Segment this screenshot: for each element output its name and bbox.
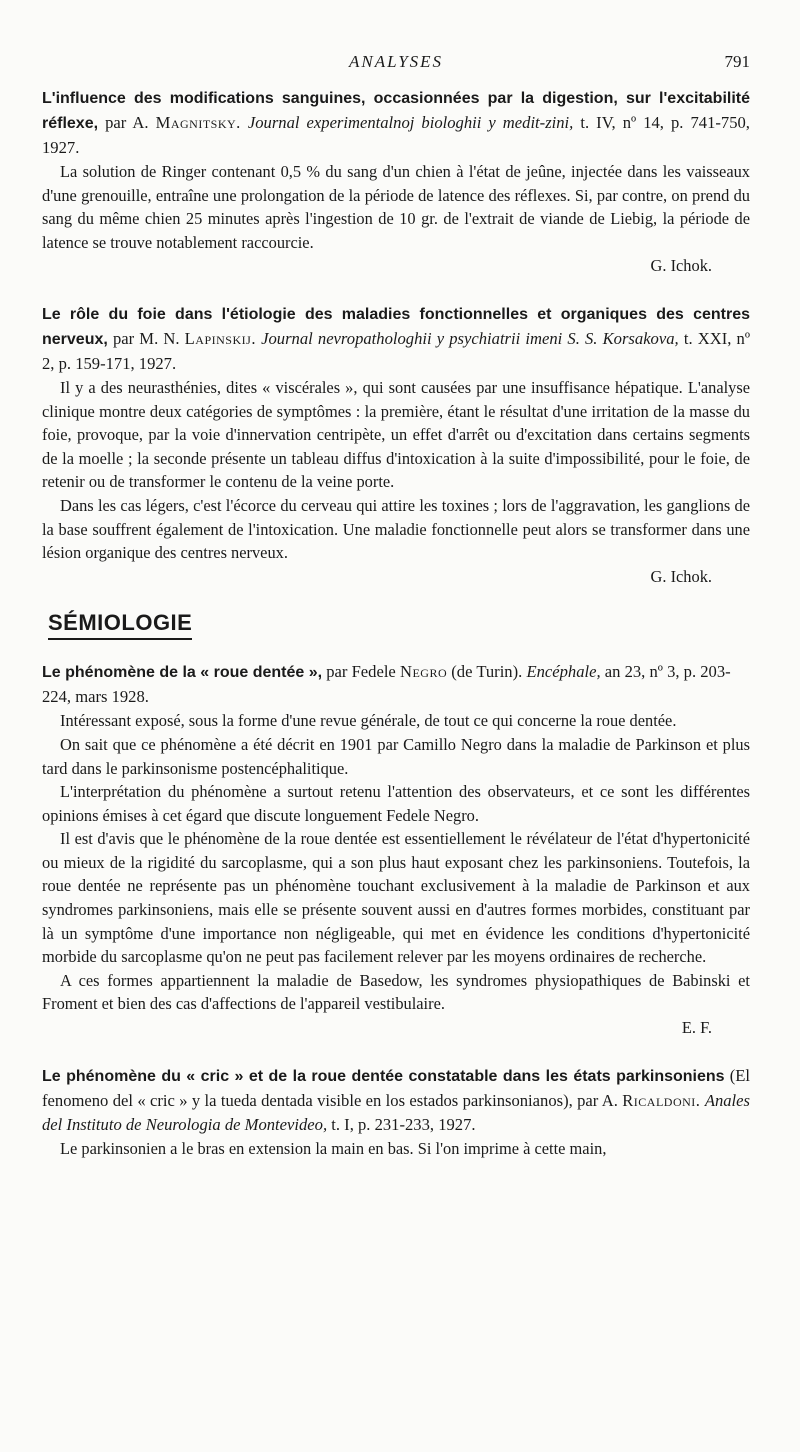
article-title-translation: (El fenomeno del « cric » y la tueda dentada visible en los estados parkinsonianos), bbox=[42, 1065, 750, 1110]
article-reference: t. I, p. 231-233, 1927. bbox=[331, 1114, 476, 1134]
article-magnitsky bbox=[42, 86, 750, 278]
article-author: Ricaldoni. bbox=[622, 1090, 701, 1110]
article-paragraph: Il est d'avis que le phénomène de la roue dentée est essentiellement le révélateur de l'état d'hypertonicité ou mieux de la rigidité du sarcoplasme, qui a son plus haut exposant chez les parkinsoniens. Toutefois, la roue dentée ne représente pas un phénomène touchant exclusivement à la maladie de Parkinson et aux syndromes parkinsoniens, mais elle se présente souvent aussi en d'autres formes morbides, constituant par là un symptôme d'une importance non négligeable, qui met en évidence les conditions d'hypertonicité morbide du sarcoplasme qu'on ne peut pas facilement relever par les moyens ordinaires de recherche. bbox=[42, 829, 750, 967]
article-by: par Fedele bbox=[326, 662, 396, 682]
section-heading: SÉMIOLOGIE bbox=[48, 610, 192, 640]
page-header bbox=[42, 0, 750, 80]
article-paragraph: La solution de Ringer contenant 0,5 % du sang d'un chien à l'état de jeûne, injectée dans les vaisseaux d'une grenouille, entraîne une prolongation de la période de latence des réflexes. Si, par contre, on prend du sang du même chien 25 minutes après l'ingestion de 10 gr. de l'extrait de viande de Liebig, la période de latence se trouve notablement raccourcie. bbox=[42, 162, 750, 252]
article-title-main: Le phénomène du « cric » et de la roue dentée constatable dans les états parkinsoniens bbox=[42, 1067, 725, 1085]
article-lapinskij bbox=[42, 302, 750, 588]
article-reference: an 23, nº 3, p. 203-224, mars 1928. bbox=[42, 662, 731, 707]
article-paragraph: Dans les cas légers, c'est l'écorce du cerveau qui attire les toxines ; lors de l'aggravation, les ganglions de la base souffrent également de l'intoxication. Une maladie fonctionnelle peut alors se transformer dans une lésion organique des centres nerveux. bbox=[42, 495, 750, 563]
article-title-main: L'influence des modifications sanguines, occasionnées par la digestion, sur l'excitabilité réflexe, bbox=[42, 90, 750, 132]
article-title bbox=[42, 1064, 750, 1137]
article-journal: Journal nevropathologhii y psychiatrii imeni S. S. Korsakova, bbox=[261, 328, 679, 348]
article-journal: Anales del Instituto de Neurologia de Montevideo, bbox=[42, 1090, 750, 1134]
article-title bbox=[42, 302, 750, 376]
article-paragraph: On sait que ce phénomène a été décrit en 1901 par Camillo Negro dans la maladie de Parkinson et plus tard dans le parkinsonisme postencéphalitique. bbox=[42, 734, 750, 778]
article-author: Negro bbox=[399, 662, 448, 682]
article-by: par A. bbox=[577, 1090, 618, 1110]
running-head: ANALYSES bbox=[348, 52, 444, 71]
article-signature: G. Ichok. bbox=[650, 566, 712, 586]
article-by: par A. bbox=[105, 113, 149, 132]
article-ricaldoni bbox=[42, 1064, 750, 1161]
article-title-main: Le phénomène de la « roue dentée », bbox=[42, 664, 323, 682]
article-paragraph: Il y a des neurasthénies, dites « viscérales », qui sont causées par une insuffisance hépatique. L'analyse clinique montre deux catégories de symptômes : la première, étant le résultat d'une irritation de la masse du foie, provoque, par la voie d'innervation centripète, un effet d'arrêt ou d'excitation dans certains segments de la moelle ; la seconde présente un tableau diffus d'intoxication à la suite d'impossibilité, pour le foie, de retenir ou de transformer le contenu de la veine porte. bbox=[42, 377, 750, 492]
article-paragraph: Le parkinsonien a le bras en extension la main en bas. Si l'on imprime à cette main, bbox=[60, 1138, 607, 1158]
article-title bbox=[42, 86, 750, 160]
article-reference: t. XXI, nº 2, p. 159-171, 1927. bbox=[42, 328, 750, 373]
article-author: Lapinskij. bbox=[184, 328, 256, 348]
article-reference: t. IV, nº 14, p. 741-750, 1927. bbox=[42, 113, 750, 157]
article-paragraph: L'interprétation du phénomène a surtout retenu l'attention des observateurs, et ce sont les différentes opinions émises à cet égard que discute longuement Fedele Negro. bbox=[42, 782, 750, 825]
article-journal: Encéphale, bbox=[526, 662, 601, 682]
article-author: Magnitsky. bbox=[155, 113, 241, 132]
article-signature: G. Ichok. bbox=[650, 256, 712, 276]
article-negro bbox=[42, 660, 750, 1039]
article-affiliation: (de Turin). bbox=[451, 662, 523, 682]
article-paragraph: A ces formes appartiennent la maladie de Basedow, les syndromes physiopathiques de Babinski et Froment et bien des cas d'affections de l'appareil vestibulaire. bbox=[42, 970, 750, 1014]
article-journal: Journal experimentalnoj biologhii y medit-zini, bbox=[247, 113, 574, 132]
article-paragraph: Intéressant exposé, sous la forme d'une revue générale, de tout ce qui concerne la roue dentée. bbox=[60, 711, 677, 731]
article-by: par M. N. bbox=[112, 328, 180, 348]
article-signature: E. F. bbox=[681, 1018, 712, 1038]
page-number: 791 bbox=[724, 52, 750, 71]
article-title-main: Le rôle du foie dans l'étiologie des maladies fonctionnelles et organiques des centres nerveux, bbox=[42, 305, 750, 348]
article-title bbox=[42, 660, 750, 709]
